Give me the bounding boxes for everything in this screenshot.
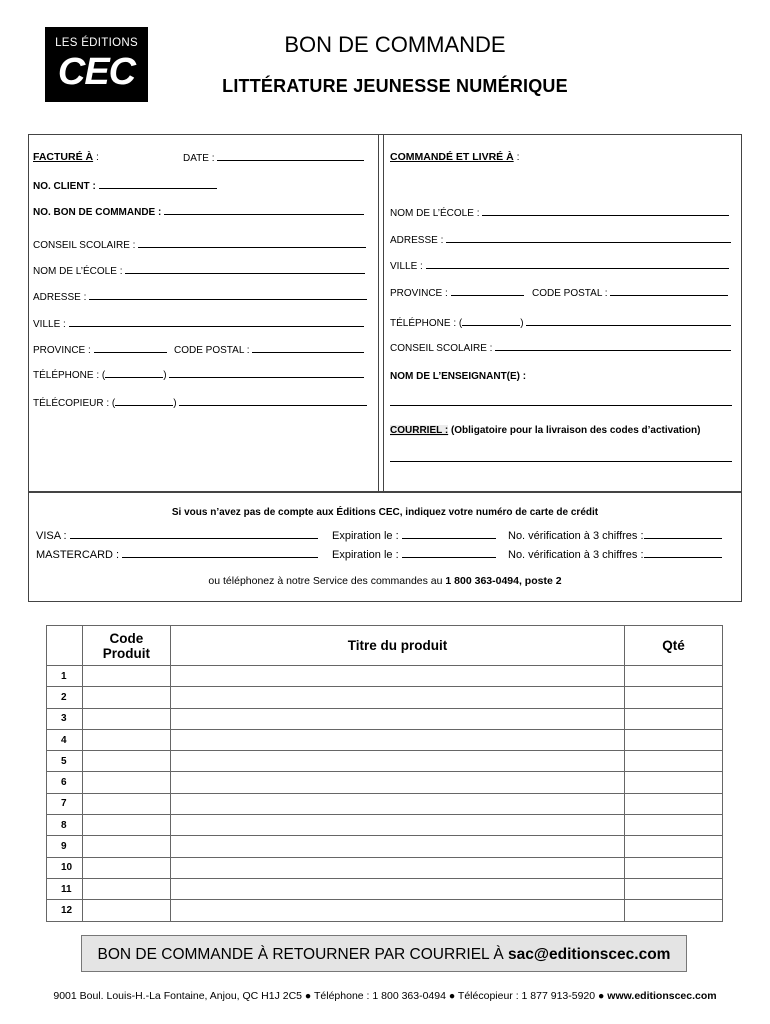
page-title: BON DE COMMANDE: [284, 32, 506, 57]
qty-cell[interactable]: [625, 751, 723, 772]
table-row: [47, 836, 723, 857]
row-number: 8: [47, 815, 83, 836]
shipped-school-board-field[interactable]: CONSEIL SCOLAIRE :: [390, 341, 731, 354]
qty-cell[interactable]: [625, 708, 723, 729]
qty-header: Qté: [625, 626, 723, 666]
shipped-heading: COMMANDÉ ET LIVRÉ À :: [390, 151, 520, 163]
row-number: 11: [47, 878, 83, 899]
qty-cell[interactable]: [625, 666, 723, 687]
title-cell[interactable]: [170, 708, 624, 729]
code-cell[interactable]: [82, 772, 170, 793]
billed-city-field[interactable]: VILLE :: [33, 317, 364, 330]
code-cell[interactable]: [82, 878, 170, 899]
title-cell[interactable]: [170, 900, 624, 921]
table-row: [47, 900, 723, 921]
title-cell[interactable]: [170, 729, 624, 750]
table-row: [47, 687, 723, 708]
title-cell[interactable]: [170, 793, 624, 814]
table-row: [47, 793, 723, 814]
qty-cell[interactable]: [625, 878, 723, 899]
row-number: 4: [47, 729, 83, 750]
row-number: 6: [47, 772, 83, 793]
return-instructions: BON DE COMMANDE À RETOURNER PAR COURRIEL À sac@editionscec.com: [81, 935, 687, 972]
billed-phone-field[interactable]: TÉLÉPHONE : ( ): [33, 368, 364, 381]
qty-cell[interactable]: [625, 729, 723, 750]
billed-school-board-field[interactable]: CONSEIL SCOLAIRE :: [33, 238, 366, 251]
visa-field[interactable]: VISA :: [36, 529, 318, 542]
code-cell[interactable]: [82, 836, 170, 857]
row-number-header: [47, 626, 83, 666]
row-number: 5: [47, 751, 83, 772]
address-divider: [378, 134, 384, 492]
billed-province-field[interactable]: PROVINCE :: [33, 343, 167, 356]
billed-school-name-field[interactable]: NOM DE L’ÉCOLE :: [33, 264, 365, 277]
qty-cell[interactable]: [625, 772, 723, 793]
teacher-name-line[interactable]: [390, 396, 732, 406]
billed-address-field[interactable]: ADRESSE :: [33, 290, 367, 303]
table-row: [47, 708, 723, 729]
logo-big-text: CEC: [57, 51, 136, 93]
row-number: 9: [47, 836, 83, 857]
row-number: 12: [47, 900, 83, 921]
table-row: [47, 815, 723, 836]
qty-cell[interactable]: [625, 836, 723, 857]
title-cell[interactable]: [170, 687, 624, 708]
footer-address: 9001 Boul. Louis-H.-La Fontaine, Anjou, QC H1J 2C5 ● Téléphone : 1 800 363-0494 ● Télécopieur : 1 877 913-5920 ● www.editionscec.com: [53, 990, 717, 1002]
row-number: 3: [47, 708, 83, 729]
qty-cell[interactable]: [625, 900, 723, 921]
title-header: Titre du produit: [170, 626, 624, 666]
title-cell[interactable]: [170, 836, 624, 857]
billed-fax-field[interactable]: TÉLÉCOPIEUR : ( ): [33, 396, 367, 409]
footer-website[interactable]: www.editionscec.com: [607, 990, 717, 1002]
shipped-province-field[interactable]: PROVINCE :: [390, 286, 524, 299]
code-header: Code Produit: [82, 626, 170, 666]
mastercard-verification-field[interactable]: No. vérification à 3 chiffres :: [508, 548, 722, 561]
code-cell[interactable]: [82, 729, 170, 750]
code-cell[interactable]: [82, 666, 170, 687]
row-number: 10: [47, 857, 83, 878]
return-email[interactable]: sac@editionscec.com: [508, 946, 671, 963]
payment-intro: Si vous n’avez pas de compte aux Éditions CEC, indiquez votre numéro de carte de crédit: [171, 507, 599, 518]
table-row: [47, 666, 723, 687]
title-cell[interactable]: [170, 666, 624, 687]
phone-order-note: ou téléphonez à notre Service des commandes au 1 800 363-0494, poste 2: [208, 575, 562, 587]
title-cell[interactable]: [170, 857, 624, 878]
code-cell[interactable]: [82, 900, 170, 921]
email-line[interactable]: [390, 452, 732, 462]
shipped-address-field[interactable]: ADRESSE :: [390, 233, 731, 246]
billed-postal-code-field[interactable]: CODE POSTAL :: [174, 343, 364, 356]
qty-cell[interactable]: [625, 857, 723, 878]
visa-verification-field[interactable]: No. vérification à 3 chiffres :: [508, 529, 722, 542]
email-label: COURRIEL : (Obligatoire pour la livraison des codes d’activation): [390, 425, 701, 436]
title-cell[interactable]: [170, 751, 624, 772]
title-cell[interactable]: [170, 815, 624, 836]
client-number-field[interactable]: NO. CLIENT :: [33, 179, 217, 192]
visa-expiration-field[interactable]: Expiration le :: [332, 529, 496, 542]
code-cell[interactable]: [82, 751, 170, 772]
shipped-city-field[interactable]: VILLE :: [390, 259, 729, 272]
row-number: 1: [47, 666, 83, 687]
cec-logo: [45, 27, 148, 102]
title-cell[interactable]: [170, 772, 624, 793]
code-cell[interactable]: [82, 687, 170, 708]
date-field[interactable]: DATE :: [183, 151, 364, 164]
code-cell[interactable]: [82, 815, 170, 836]
code-cell[interactable]: [82, 708, 170, 729]
table-row: [47, 878, 723, 899]
table-row: [47, 772, 723, 793]
billed-heading: FACTURÉ À :: [33, 151, 99, 163]
code-cell[interactable]: [82, 793, 170, 814]
qty-cell[interactable]: [625, 687, 723, 708]
shipped-postal-code-field[interactable]: CODE POSTAL :: [532, 286, 728, 299]
table-row: [47, 857, 723, 878]
mastercard-expiration-field[interactable]: Expiration le :: [332, 548, 496, 561]
page-subtitle: LITTÉRATURE JEUNESSE NUMÉRIQUE: [222, 76, 568, 96]
mastercard-field[interactable]: MASTERCARD :: [36, 548, 318, 561]
shipped-school-name-field[interactable]: NOM DE L’ÉCOLE :: [390, 206, 729, 219]
qty-cell[interactable]: [625, 815, 723, 836]
table-row: [47, 729, 723, 750]
product-table: [46, 625, 723, 922]
teacher-name-label: NOM DE L’ENSEIGNANT(E) :: [390, 371, 527, 382]
row-number: 7: [47, 793, 83, 814]
code-cell[interactable]: [82, 857, 170, 878]
logo-top-text: LES ÉDITIONS: [55, 37, 138, 49]
qty-cell[interactable]: [625, 793, 723, 814]
order-number-field[interactable]: NO. BON DE COMMANDE :: [33, 205, 364, 218]
title-cell[interactable]: [170, 878, 624, 899]
row-number: 2: [47, 687, 83, 708]
shipped-phone-field[interactable]: TÉLÉPHONE : ( ): [390, 316, 731, 329]
table-row: [47, 751, 723, 772]
